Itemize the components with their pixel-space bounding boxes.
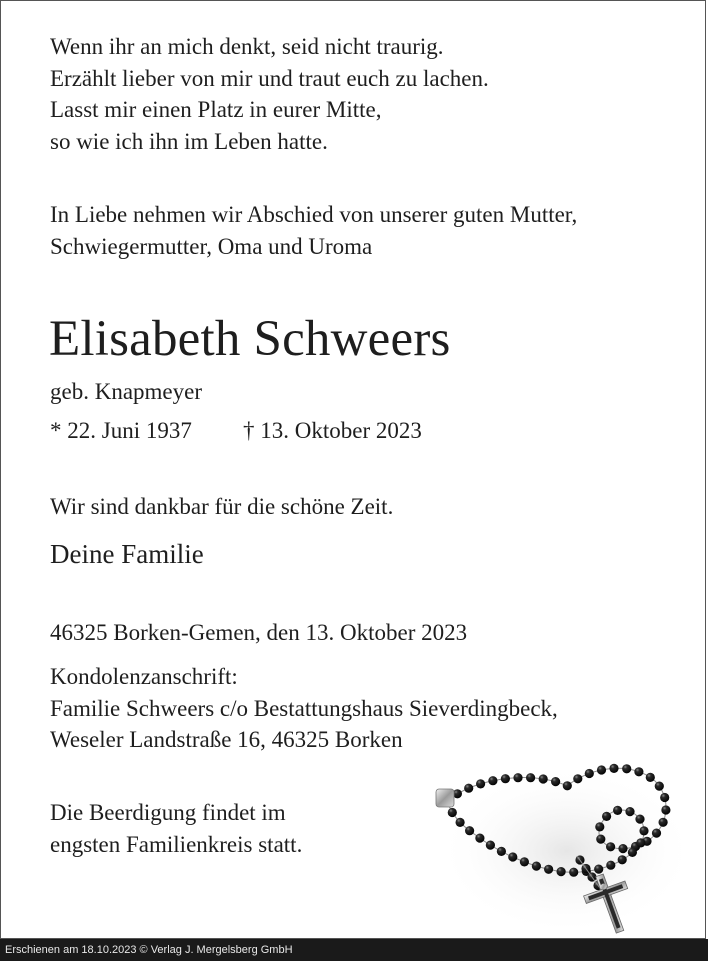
life-dates xyxy=(50,415,422,447)
rosary-bead xyxy=(520,857,529,866)
rosary-bead xyxy=(613,806,622,815)
place-date xyxy=(50,617,467,649)
address-line: Kondolenzanschrift: xyxy=(50,664,238,689)
address-line: Familie Schweers c/o Bestattungshaus Sieverdingbeck, xyxy=(50,695,558,721)
rosary-bead xyxy=(595,822,604,831)
condolence-address xyxy=(50,661,558,756)
rosary-bead xyxy=(606,842,615,851)
poem-line: so wie ich ihn im Leben hatte. xyxy=(50,128,328,154)
rosary-bead xyxy=(652,829,661,838)
rosary-bead xyxy=(563,781,572,790)
rosary-bead xyxy=(532,862,541,871)
rosary-bead xyxy=(636,838,645,847)
poem-line: Erzählt lieber von mir und traut euch zu lachen. xyxy=(50,65,489,91)
rosary-bead xyxy=(635,815,644,824)
place-date-line: 46325 Borken-Gemen, den 13. Oktober 2023 xyxy=(50,620,468,645)
rosary-bead xyxy=(625,807,634,816)
rosary-bead xyxy=(551,777,560,786)
rosary-bead xyxy=(594,865,603,874)
rosary-bead xyxy=(602,812,611,821)
rosary-bead xyxy=(508,852,517,861)
rosary-bead xyxy=(448,808,457,817)
funeral-notice xyxy=(50,797,302,860)
rosary-bead xyxy=(622,764,631,773)
birth-date: * 22. Juni 1937 xyxy=(50,418,192,443)
deceased-name: Elisabeth Schweers xyxy=(49,311,451,367)
rosary-bead xyxy=(539,774,548,783)
poem xyxy=(50,31,489,157)
rosary-bead xyxy=(609,764,618,773)
rosary-bead xyxy=(513,773,522,782)
rosary-bead xyxy=(557,867,566,876)
thanks-text xyxy=(50,491,393,523)
funeral-line: Die Beerdigung findet im xyxy=(50,800,286,825)
rosary-bead xyxy=(526,773,535,782)
rosary-bead xyxy=(634,767,643,776)
rosary-bead xyxy=(486,841,495,850)
footer-notice: Erschienen am 18.10.2023 © Verlag J. Mergelsberg GmbH xyxy=(0,939,708,961)
rosary-bead xyxy=(661,805,670,814)
birth-name: geb. Knapmeyer xyxy=(50,379,202,404)
rosary-bead xyxy=(597,765,606,774)
intro-line: Schwiegermutter, Oma und Uroma xyxy=(50,233,373,259)
address-line: Weseler Landstraße 16, 46325 Borken xyxy=(50,727,403,752)
rosary-bead xyxy=(476,779,485,788)
poem-line: Lasst mir einen Platz in eurer Mitte, xyxy=(50,97,382,122)
rosary-icon xyxy=(417,756,681,940)
rosary-bead xyxy=(618,855,627,864)
rosary-bead xyxy=(585,769,594,778)
rosary-bead xyxy=(573,774,582,783)
poem-line: Wenn ihr an mich denkt, seid nicht traurig. xyxy=(50,34,444,59)
rosary-bead xyxy=(456,818,465,827)
rosary-bead xyxy=(501,774,510,783)
rosary-bead xyxy=(544,865,553,874)
rosary-bead xyxy=(488,776,497,785)
rosary-bead xyxy=(475,834,484,843)
family-signature: Deine Familie xyxy=(50,539,204,569)
rosary-bead xyxy=(618,844,627,853)
funeral-line: engsten Familienkreis statt. xyxy=(50,831,303,857)
rosary-bead xyxy=(660,793,669,802)
rosary-bead xyxy=(596,835,605,844)
thanks-line: Wir sind dankbar für die schöne Zeit. xyxy=(50,494,394,519)
rosary-bead xyxy=(639,826,648,835)
intro-text xyxy=(50,199,577,262)
rosary-bead xyxy=(569,868,578,877)
medal-icon xyxy=(436,789,454,807)
intro-line: In Liebe nehmen wir Abschied von unserer guten Mutter, xyxy=(50,202,578,227)
rosary-bead xyxy=(465,826,474,835)
rosary-bead xyxy=(606,861,615,870)
rosary-bead xyxy=(659,818,668,827)
rosary-bead xyxy=(628,848,637,857)
rosary-bead xyxy=(655,782,664,791)
death-date: † 13. Oktober 2023 xyxy=(243,418,422,443)
rosary-bead xyxy=(497,847,506,856)
rosary-bead xyxy=(464,784,473,793)
rosary-bead xyxy=(646,773,655,782)
